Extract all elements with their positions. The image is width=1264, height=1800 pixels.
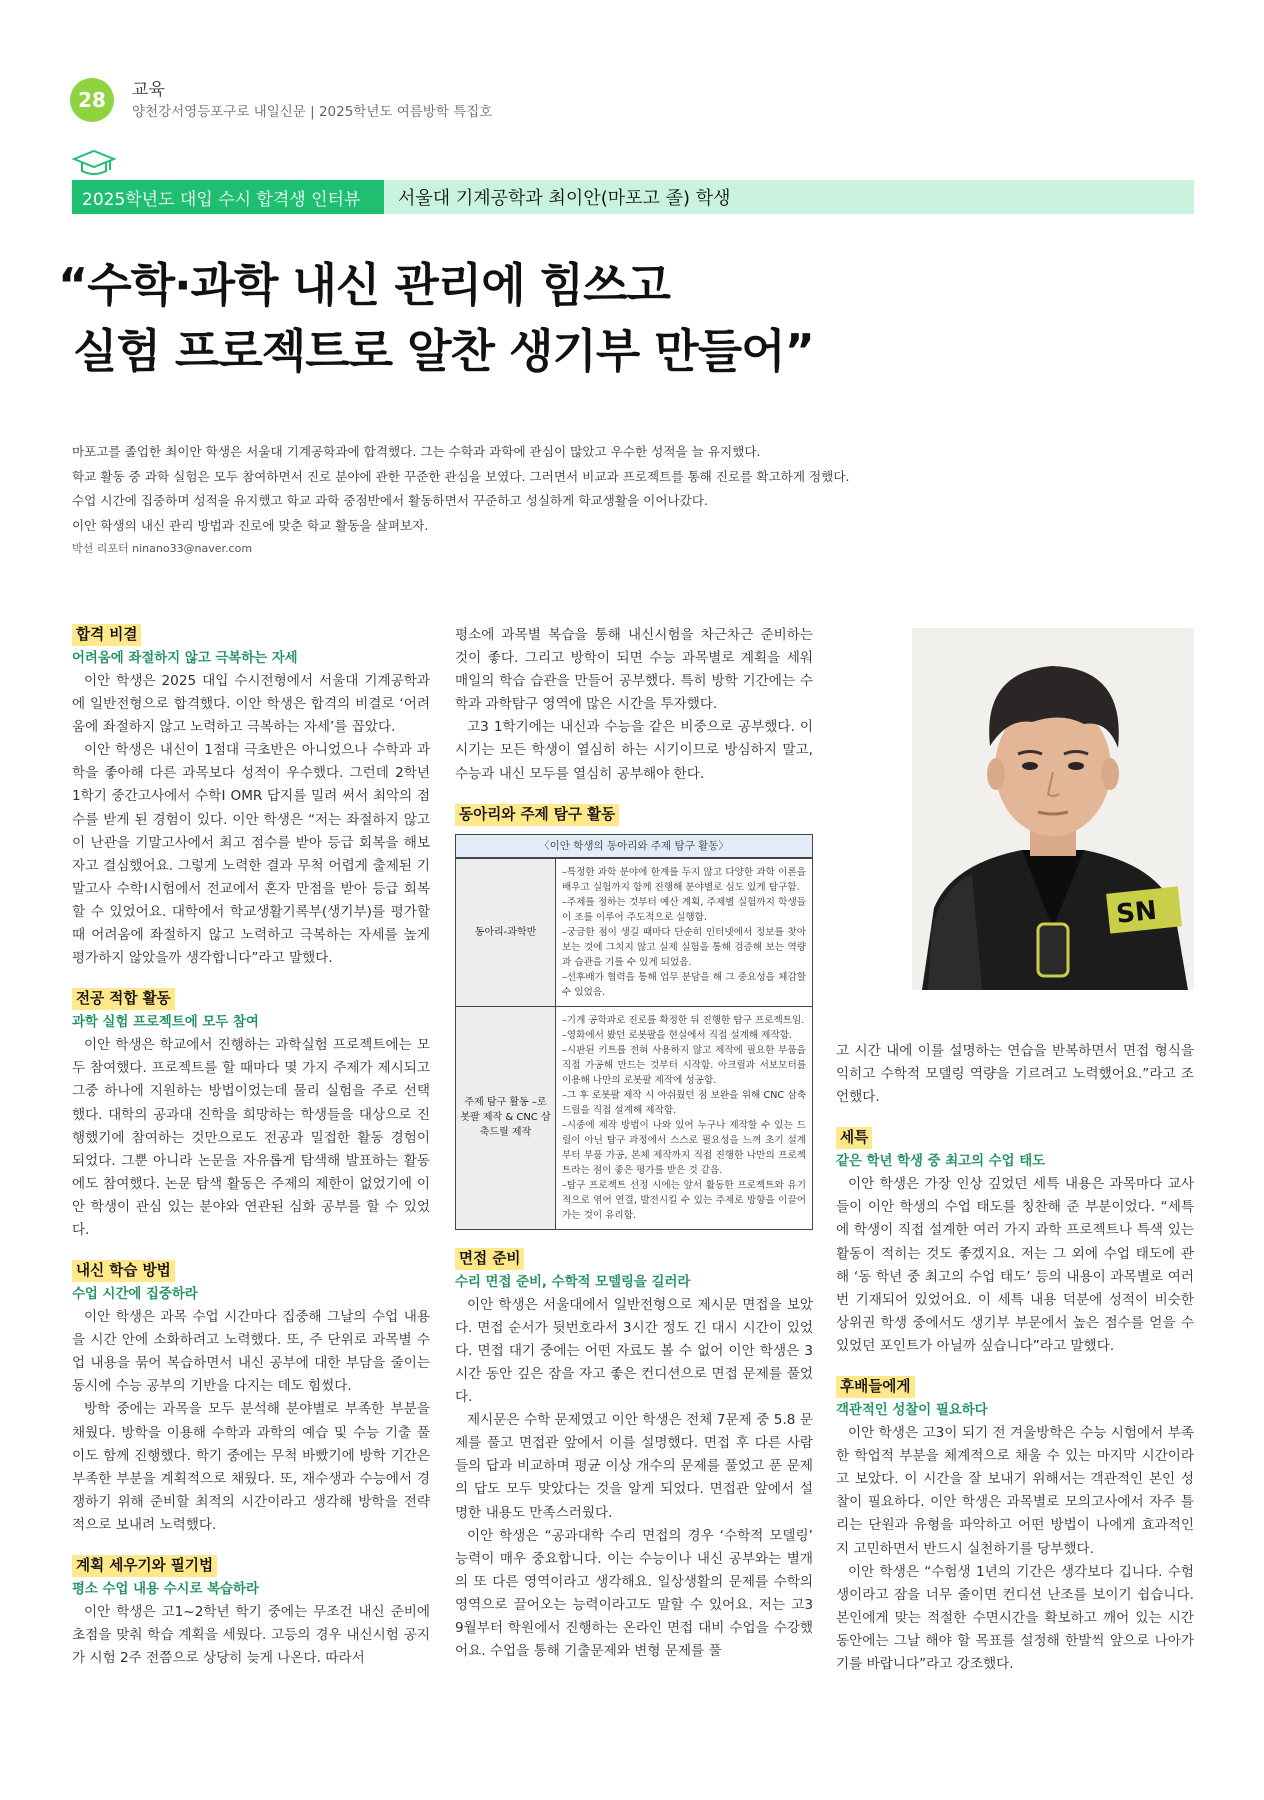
paragraph: 고 시간 내에 이를 설명하는 연습을 반복하면서 면접 형식을 익히고 수학적 모델링 역량을 기르려고 노력했어요.”라고 조언했다. bbox=[836, 1043, 1194, 1106]
activity-table bbox=[455, 834, 813, 1230]
paragraph: 이안 학생은 고3이 되기 전 겨울방학은 수능 시험에서 부족한 학업적 부분을 체계적으로 채울 수 있는 마지막 시간이라고 보았다. 이 시간을 잘 보내기 위해서는 객관적인 본인 성찰이 필요하다. 이안 학생은 과목별로 모의고사에서 자주 틀리는 단원과 유형을 파악하고 어떤 방법이 나에게 효과적인지 고민하면서 반드시 실천하기를 당부했다. bbox=[836, 1425, 1194, 1557]
graduation-cap-icon bbox=[72, 148, 116, 178]
section-seteuk bbox=[836, 1127, 1194, 1358]
paragraph: 이안 학생은 내신이 1점대 극초반은 아니었으나 수학과 과학을 좋아해 다른 과목보다 성적이 우수했다. 그런데 2학년 1학기 중간고사에서 수학Ⅰ OMR 답지를 밀려 써서 최악의 점수를 받게 된 경험이 있다. 이안 학생은 “저는 좌절하지 않고 이 난관을 기말고사에서 최고 점수를 받아 등급 회복을 해보자고 결심했어요. 그렇게 노력한 결과 무척 어렵게 출제된 기말고사 수학Ⅰ시험에서 전교에서 혼자 만점을 받아 등급 회복할 수 있었어요. 대학에서 학교생활기록부(생기부)를 평가할 때 어려움에 좌절하지 않고 노력하고 극복하는 자세를 높게 평가하지 않았을까 생각합니다”라고 말했다. bbox=[72, 742, 430, 967]
interview-banner bbox=[72, 180, 1194, 214]
student-portrait-illustration bbox=[912, 628, 1194, 990]
article-headline bbox=[58, 252, 1198, 384]
paragraph: 이안 학생은 과목 수업 시간마다 집중해 그날의 수업 내용을 시간 안에 소화하려고 노력했다. 또, 주 단위로 과목별 수업 내용을 묶어 복습하면서 내신 공부에 대한 부담을 줄이는 동시에 수능 공부의 기반을 다지는 데도 힘썼다. bbox=[72, 1309, 430, 1395]
table-item: –탐구 프로젝트 선정 시에는 앞서 활동한 프로젝트와 유기적으로 엮어 연결, 발전시킬 수 있는 주제로 방향을 이끌어 가는 것이 유리함. bbox=[562, 1179, 806, 1221]
section-name: 교육 bbox=[132, 80, 165, 100]
page-header bbox=[70, 70, 670, 130]
section-title: 세특 bbox=[836, 1127, 872, 1149]
section-subtitle: 수리 면접 준비, 수학적 모델링을 길러라 bbox=[455, 1274, 691, 1290]
section-study-method bbox=[72, 1260, 430, 1537]
section-title: 면접 준비 bbox=[455, 1248, 524, 1270]
paragraph: 제시문은 수학 문제였고 이안 학생은 전체 7문제 중 5.8 문제를 풀고 면접관 앞에서 이를 설명했다. 면접 후 다른 사람들의 답과 비교하며 평균 이상 개수의 문제를 풀었고 푼 문제의 답도 모두 맞았다는 것을 알게 되었다. 면접관 앞에서 설명한 내용도 만족스러웠다. bbox=[455, 1412, 813, 1521]
table-row-label: 동아리-과학반 bbox=[456, 859, 556, 1006]
section-subtitle: 평소 수업 내용 수시로 복습하라 bbox=[72, 1582, 259, 1597]
table-item: –그 후 로봇팔 제작 시 아쉬웠던 점 보완을 위해 CNC 삼축드릴을 직접 설계해 제작함. bbox=[562, 1089, 806, 1116]
table-item: –주제를 정하는 것부터 예산 계획, 주제별 실험까지 학생들이 조를 이루어 주도적으로 실행함. bbox=[562, 896, 806, 923]
article-lead bbox=[72, 440, 1194, 538]
paragraph: 방학 중에는 과목을 모두 분석해 분야별로 부족한 부분을 채웠다. 방학을 이용해 수학과 과학의 예습 및 수능 기출 풀이도 함께 진행했다. 학기 중에는 무척 바빴기에 방학 기간은 부족한 부분을 계획적으로 채웠다. 또, 재수생과 수능에서 경쟁하기 위해 준비할 최적의 시간이라고 생각해 방학을 전략적으로 보내려 노력했다. bbox=[72, 1401, 430, 1533]
section-interview-prep bbox=[455, 1248, 813, 1664]
table-caption: 〈이안 학생의 동아리와 주제 탐구 활동〉 bbox=[456, 835, 812, 858]
table-item: –시중에 제작 방법이 나와 있어 누구나 제작할 수 있는 드릴이 아닌 탐구 과정에서 스스로 필요성을 느껴 초기 설계부터 부품 가공, 본체 제작까지 직접 진행한 나만의 프로젝트라는 점이 좋은 평가를 받은 것 같음. bbox=[562, 1119, 806, 1176]
byline: 박선 리포터 ninano33@naver.com bbox=[72, 542, 253, 555]
table-row-label: 주제 탐구 활동 –로봇팔 제작 & CNC 삼축드릴 제작 bbox=[456, 1007, 556, 1229]
paragraph: 평소에 과목별 복습을 통해 내신시험을 차근차근 준비하는 것이 좋다. 그리고 방학이 되면 수능 과목별로 계획을 세워 매일의 학습 습관을 만들어 공부했다. 특히 방학 기간에는 수학과 과학탐구 영역에 많은 시간을 투자했다. bbox=[455, 627, 813, 713]
section-title: 전공 적합 활동 bbox=[72, 988, 175, 1010]
paragraph: 이안 학생은 2025 대입 수시전형에서 서울대 기계공학과에 일반전형으로 합격했다. 이안 학생은 합격의 비결로 ‘어려움에 좌절하지 않고 노력하고 극복하는 자세’를 꼽았다. bbox=[72, 673, 430, 736]
section-title: 내신 학습 방법 bbox=[72, 1260, 175, 1282]
lead-line: 수업 시간에 집중하며 성적을 유지했고 학교 과학 중점반에서 활동하면서 꾸준하고 성실하게 학교생활을 이어나갔다. bbox=[72, 493, 708, 508]
paragraph: 이안 학생은 서울대에서 일반전형으로 제시문 면접을 보았다. 면접 순서가 뒷번호라서 3시간 정도 긴 대시 시간이 있었다. 면접 대기 중에는 어떤 자료도 볼 수 없어 이안 학생은 3시간 동안 깊은 잠을 자고 좋은 컨디션으로 면접 문제를 풀었다. bbox=[455, 1296, 813, 1406]
section-title: 합격 비결 bbox=[72, 624, 141, 646]
article-column-2 bbox=[455, 624, 813, 1663]
headline-line-2: 실험 프로젝트로 알찬 생기부 만들어” bbox=[58, 324, 814, 378]
section-club-activities bbox=[455, 804, 813, 1230]
jacket-lettering: SN bbox=[1114, 895, 1159, 930]
student-photo bbox=[912, 628, 1194, 990]
paragraph: 이안 학생은 학교에서 진행하는 과학실험 프로젝트에는 모두 참여했다. 프로젝트를 할 때마다 몇 가지 주제가 제시되고 그중 하나에 지원하는 방법이었는데 물리 실험을 주로 선택했다. 대학의 공과대 진학을 희망하는 학생들을 대상으로 진행했기에 참여하는 것만으로도 전공과 밀접한 활동 경험이 되었다. 그뿐 아니라 논문을 자유롭게 탐색해 발표하는 활동에도 참여했다. 논문 탐색 활동은 주제의 제한이 없었기에 이안 학생이 관심 있는 분야와 연관된 심화 공부를 할 수 있었다. bbox=[72, 1037, 430, 1238]
table-item: –기계 공학과로 진로를 확정한 뒤 진행한 탐구 프로젝트임. bbox=[562, 1014, 805, 1026]
publication-line: 양천강서영등포구로 내일신문 | 2025학년도 여름방학 특집호 bbox=[132, 104, 493, 120]
headline-line-1: “수학·과학 내신 관리에 힘쓰고 bbox=[58, 258, 670, 312]
section-title: 후배들에게 bbox=[836, 1376, 915, 1398]
lead-line: 이안 학생의 내신 관리 방법과 진로에 맞춘 학교 활동을 살펴보자. bbox=[72, 517, 429, 533]
table-item: –시판된 키트를 전혀 사용하지 않고 제작에 필요한 부품을 직접 가공해 만드는 것부터 시작함. 아크릴과 서보모터를 이용해 나만의 로봇팔 제작에 성공함. bbox=[562, 1044, 806, 1086]
table-row-content bbox=[556, 1007, 812, 1229]
banner-tag: 2025학년도 대입 수시 합격생 인터뷰 bbox=[72, 180, 384, 214]
lead-line: 학교 활동 중 과학 실험은 모두 참여하면서 진로 분야에 관한 꾸준한 관심을 보였다. 그러면서 비교과 프로젝트를 통해 진로를 확고하게 정했다. bbox=[72, 468, 850, 484]
section-subtitle: 객관적인 성찰이 필요하다 bbox=[836, 1403, 988, 1419]
table-item: –영화에서 봤던 로봇팔을 현실에서 직접 설계해 제작함. bbox=[562, 1029, 793, 1041]
section-subtitle: 같은 학년 학생 중 최고의 수업 태도 bbox=[836, 1154, 1046, 1170]
table-row-content bbox=[556, 859, 812, 1006]
table-item: –궁금한 점이 생길 때마다 단순히 인터넷에서 정보를 찾아보는 것에 그치지 않고 실제 실험을 통해 검증해 보는 역량과 습관을 기를 수 있게 되었음. bbox=[562, 926, 806, 968]
paragraph: 고3 1학기에는 내신과 수능을 같은 비중으로 공부했다. 이 시기는 모든 학생이 열심히 하는 시기이므로 방심하지 말고, 수능과 내신 모두를 열심히 공부해야 한다. bbox=[455, 719, 813, 782]
section-advice bbox=[836, 1376, 1194, 1676]
paragraph: 이안 학생은 “수험생 1년의 기간은 생각보다 깁니다. 수험생이라고 잠을 너무 줄이면 컨디션 난조를 보이기 쉽습니다. 본인에게 맞는 적절한 수면시간을 확보하고 깨어 있는 시간 동안에는 그날 해야 할 목표를 설정해 한발씩 앞으로 나아가기를 바랍니다”라고 강조했다. bbox=[836, 1563, 1194, 1672]
section-success-secret bbox=[72, 624, 430, 970]
section-major-activities bbox=[72, 988, 430, 1242]
section-subtitle: 수업 시간에 집중하라 bbox=[72, 1287, 198, 1303]
table-row bbox=[456, 858, 812, 1006]
table-item: –특정한 과학 분야에 한계를 두지 않고 다양한 과학 이론을 배우고 실험까지 함께 진행해 분야별로 심도 있게 탐구함. bbox=[562, 866, 806, 893]
section-title: 계획 세우기와 필기법 bbox=[72, 1555, 217, 1577]
section-planning-notes bbox=[72, 1555, 430, 1670]
article-column-1 bbox=[72, 624, 430, 1670]
paragraph: 이안 학생은 고1~2학년 학기 중에는 무조건 내신 준비에 초점을 맞춰 학습 계획을 세웠다. 고등의 경우 내신시험 공지가 시험 2주 전쯤으로 상당히 늦게 나온다. 따라서 bbox=[72, 1604, 430, 1667]
paragraph: 이안 학생은 “공과대학 수리 면접의 경우 ‘수학적 모델링’ 능력이 매우 중요합니다. 이는 수능이나 내신 공부와는 별개의 또 다른 영역이라고 생각해요. 일상생활의 문제를 수학의 영역으로 끌어오는 능력이라고도 말할 수 있어요. 저는 고3 9월부터 학원에서 진행하는 온라인 면접 대비 수업을 수강했어요. 수업을 통해 기출문제와 변형 문제를 풀 bbox=[455, 1527, 813, 1660]
section-subtitle: 어려움에 좌절하지 않고 극복하는 자세 bbox=[72, 651, 298, 666]
table-row bbox=[456, 1006, 812, 1229]
section-title: 동아리와 주제 탐구 활동 bbox=[455, 804, 619, 826]
article-column-3 bbox=[836, 1040, 1194, 1676]
lead-line: 마포고를 졸업한 최이안 학생은 서울대 기계공학과에 합격했다. 그는 수학과 과학에 관심이 많았고 우수한 성적을 늘 유지했다. bbox=[72, 444, 761, 459]
table-item: –선후배가 협력을 통해 업무 분담을 해 그 중요성을 체감할 수 있었음. bbox=[562, 971, 806, 998]
banner-subject: 서울대 기계공학과 최이안(마포고 졸) 학생 bbox=[398, 188, 731, 209]
page-number-badge: 28 bbox=[70, 78, 114, 122]
paragraph: 이안 학생은 가장 인상 깊었던 세특 내용은 과목마다 교사들이 이안 학생의 수업 태도를 칭찬해 준 부분이었다. “세특에 학생이 직접 설계한 여러 가지 과학 프로젝트나 특색 있는 활동이 적히는 것도 좋겠지요. 저는 그 외에 수업 태도에 관해 ‘동 학년 중 최고의 수업 태도’ 등의 내용이 과목별로 여러 번 기재되어 있었어요. 이 세특 내용 덕분에 성적이 비슷한 상위권 학생 중에서도 생기부 부문에서 높은 점수를 얻을 수 있었던 포인트가 아닐까 싶습니다”라고 말했다. bbox=[836, 1176, 1194, 1354]
section-subtitle: 과학 실험 프로젝트에 모두 참여 bbox=[72, 1015, 259, 1031]
